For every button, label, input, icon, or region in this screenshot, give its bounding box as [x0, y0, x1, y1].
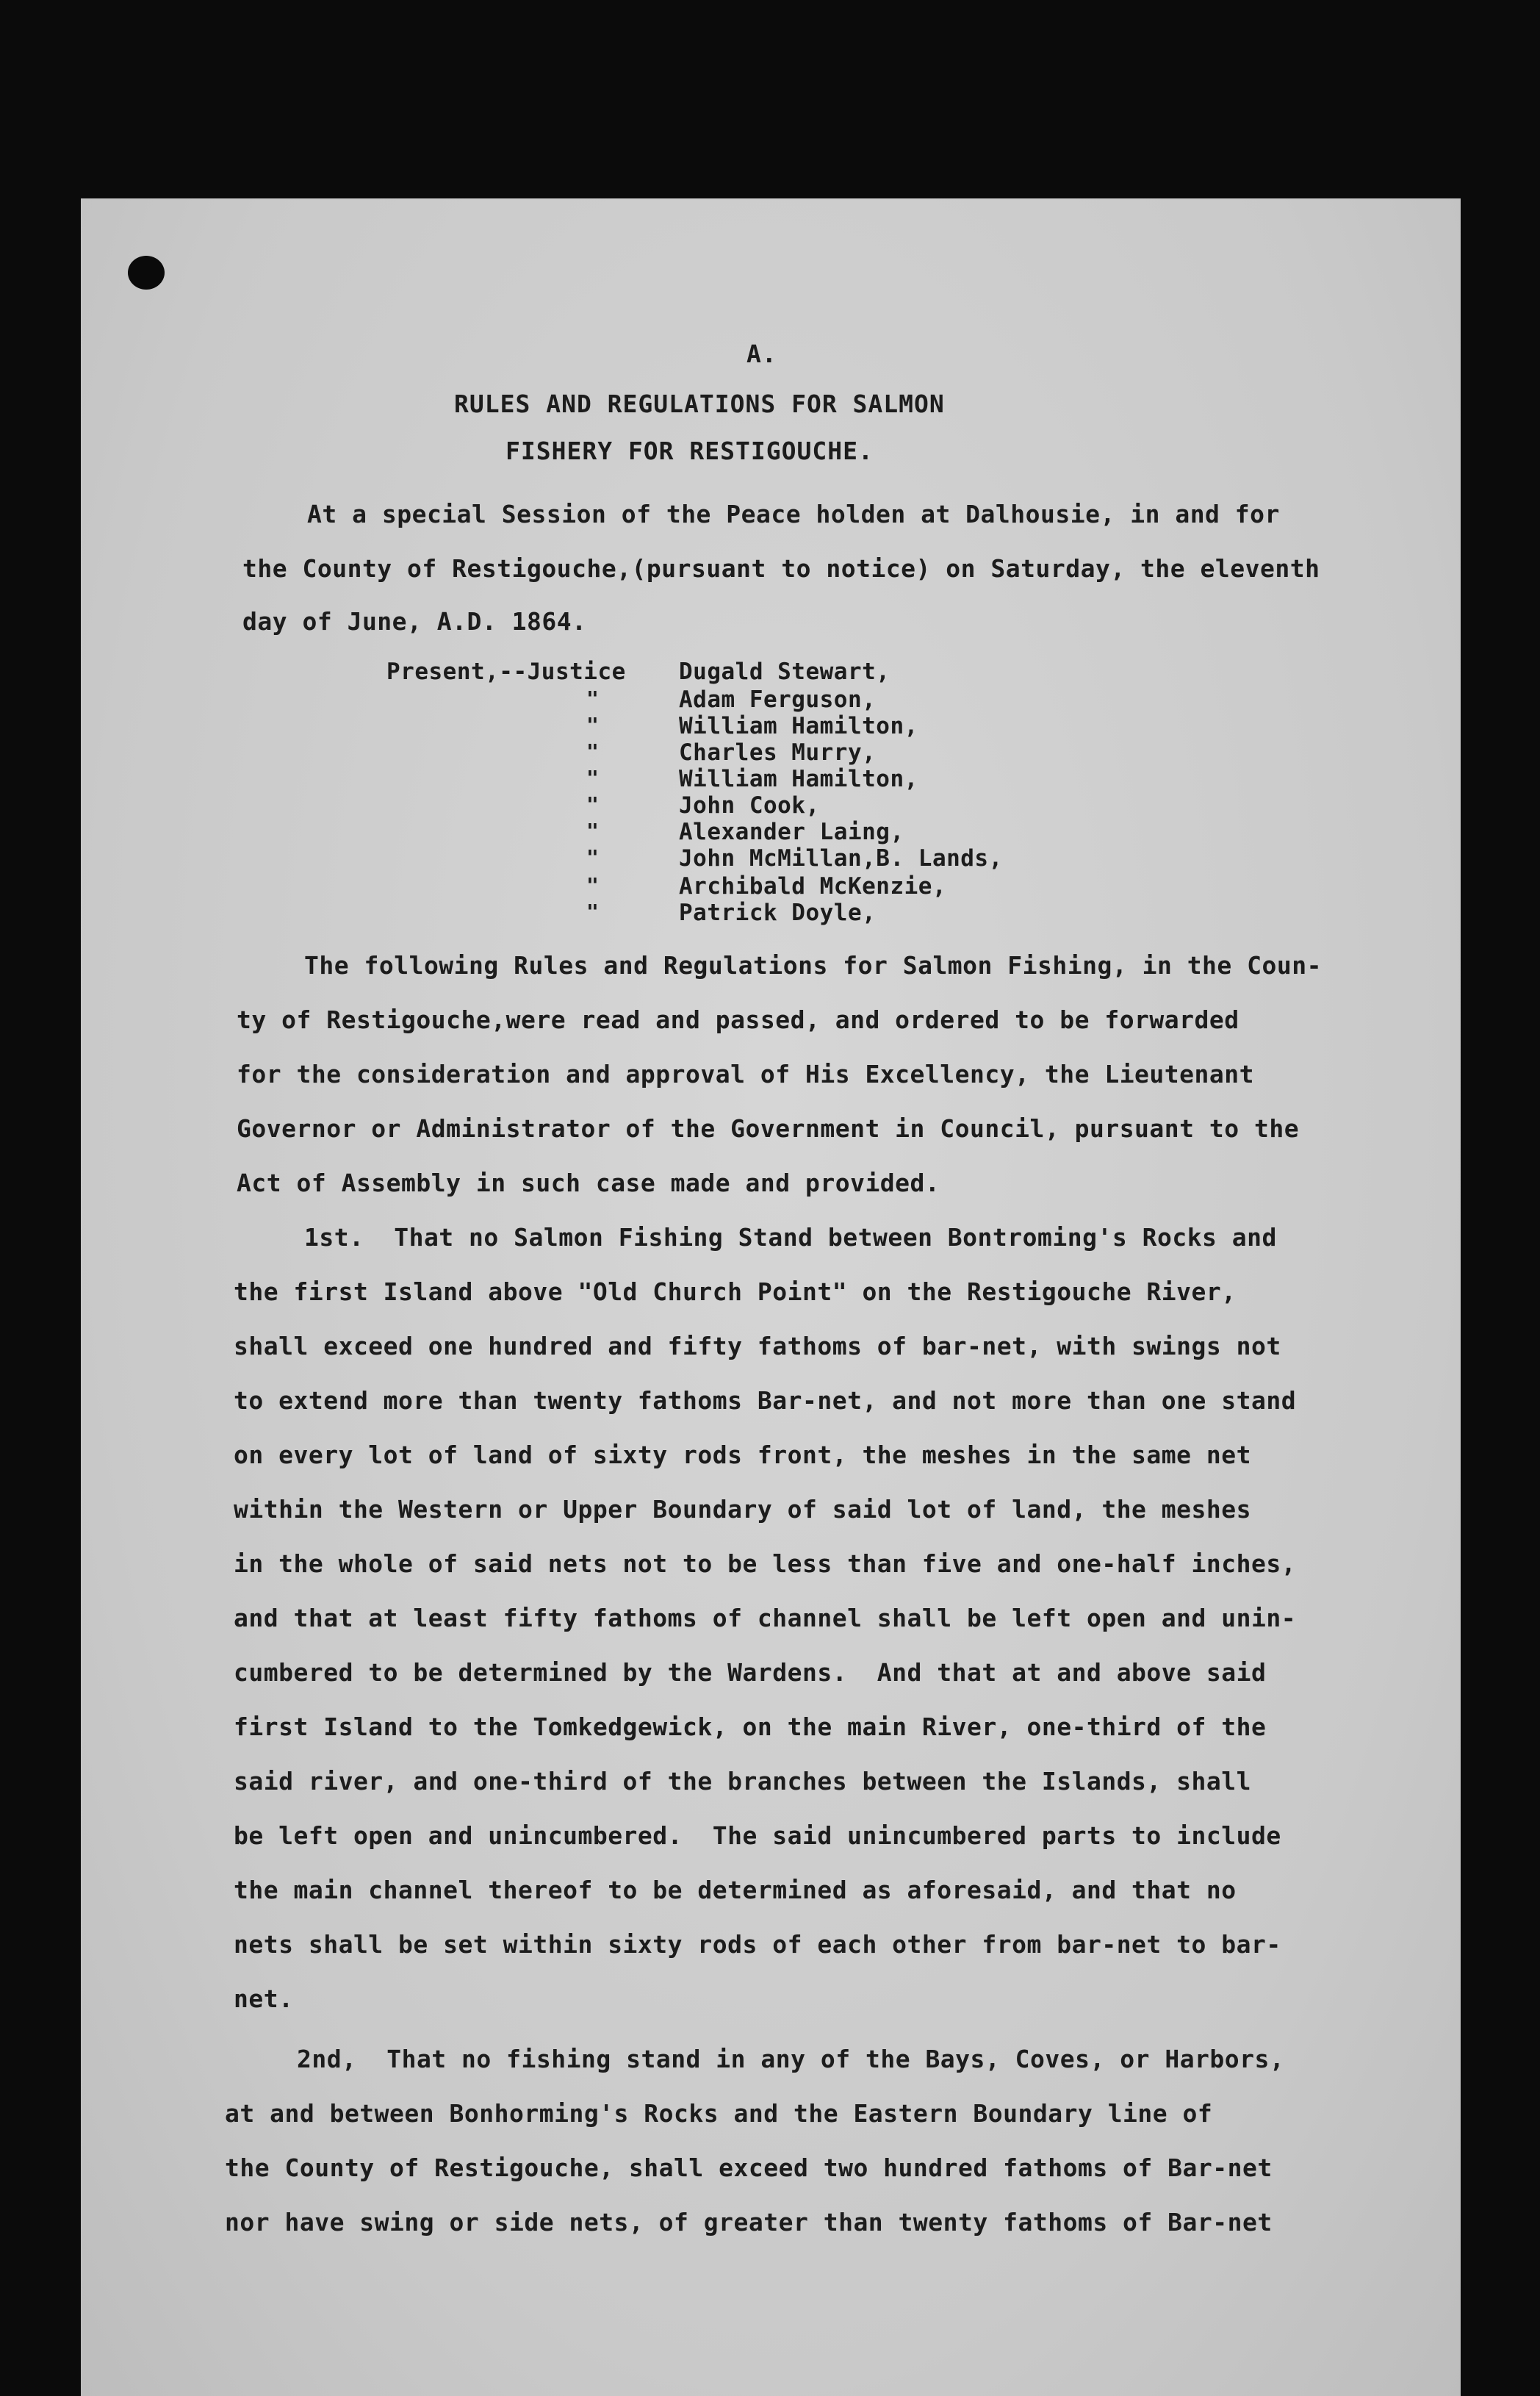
justice-name: Dugald Stewart,	[679, 659, 890, 685]
justice-name: Adam Ferguson,	[679, 686, 877, 713]
paragraph-line: Act of Assembly in such case made and provided.	[237, 1169, 940, 1197]
paragraph-line: the County of Restigouche, shall exceed two hundred fathoms of Bar-net	[225, 2153, 1273, 2182]
ditto-mark: "	[586, 845, 600, 869]
paragraph-line: for the consideration and approval of His Excellency, the Lieutenant	[237, 1060, 1255, 1088]
ditto-mark: "	[586, 686, 600, 711]
paragraph-line: within the Western or Upper Boundary of said lot of land, the meshes	[234, 1495, 1252, 1524]
justice-name: William Hamilton,	[679, 766, 918, 792]
paragraph-line: and that at least fifty fathoms of channel shall be left open and unin-	[234, 1604, 1297, 1632]
paragraph-line: said river, and one-third of the branches between the Islands, shall	[234, 1767, 1252, 1796]
paragraph-line: be left open and unincumbered. The said unincumbered parts to include	[234, 1821, 1281, 1850]
title-line-2: FISHERY FOR RESTIGOUCHE.	[505, 437, 874, 465]
intro-line-2: the County of Restigouche,(pursuant to notice) on Saturday, the eleventh	[242, 554, 1320, 583]
ditto-mark: "	[586, 739, 600, 764]
ditto-mark: "	[586, 792, 600, 817]
section-letter: A.	[746, 340, 777, 368]
paragraph-line: 1st. That no Salmon Fishing Stand between Bontroming's Rocks and	[304, 1223, 1277, 1252]
justice-name: John McMillan,B. Lands,	[679, 845, 1003, 872]
paragraph-line: net.	[234, 1984, 294, 2013]
paragraph-line: the main channel thereof to be determined as aforesaid, and that no	[234, 1876, 1237, 1904]
justice-name: Patrick Doyle,	[679, 900, 877, 926]
paragraph-line: nets shall be set within sixty rods of each other from bar-net to bar-	[234, 1930, 1281, 1959]
justice-name: William Hamilton,	[679, 713, 918, 739]
justice-name: Alexander Laing,	[679, 819, 904, 845]
justice-name: John Cook,	[679, 792, 820, 819]
paragraph-line: Governor or Administrator of the Government in Council, pursuant to the	[237, 1114, 1300, 1143]
intro-line-3: day of June, A.D. 1864.	[242, 607, 587, 636]
ditto-mark: "	[586, 766, 600, 790]
ditto-mark: "	[586, 873, 600, 897]
paragraph-line: nor have swing or side nets, of greater than twenty fathoms of Bar-net	[225, 2208, 1273, 2237]
ditto-mark: "	[586, 819, 600, 843]
paragraph-line: shall exceed one hundred and fifty fathoms of bar-net, with swings not	[234, 1332, 1281, 1360]
justice-name: Charles Murry,	[679, 739, 877, 766]
paragraph-line: cumbered to be determined by the Wardens. And that at and above said	[234, 1658, 1267, 1687]
paragraph-line: at and between Bonhorming's Rocks and the Eastern Boundary line of	[225, 2099, 1213, 2128]
title-line-1: RULES AND REGULATIONS FOR SALMON	[454, 390, 945, 418]
paragraph-line: in the whole of said nets not to be less than five and one-half inches,	[234, 1549, 1297, 1578]
paragraph-line: ty of Restigouche,were read and passed, and ordered to be forwarded	[237, 1005, 1239, 1034]
justice-name: Archibald McKenzie,	[679, 873, 947, 900]
ditto-mark: "	[586, 713, 600, 737]
ditto-mark: "	[586, 900, 600, 924]
present-label: Present,--Justice	[386, 659, 626, 685]
paragraph-line: The following Rules and Regulations for Salmon Fishing, in the Coun-	[304, 951, 1323, 980]
paragraph-line: first Island to the Tomkedgewick, on the main River, one-third of the	[234, 1712, 1267, 1741]
paragraph-line: the first Island above "Old Church Point" on the Restigouche River,	[234, 1277, 1237, 1306]
intro-line-1: At a special Session of the Peace holden at Dalhousie, in and for	[307, 500, 1280, 528]
paragraph-line: on every lot of land of sixty rods front, the meshes in the same net	[234, 1441, 1252, 1469]
paragraph-line: to extend more than twenty fathoms Bar-net, and not more than one stand	[234, 1386, 1297, 1415]
paragraph-line: 2nd, That no fishing stand in any of the Bays, Coves, or Harbors,	[297, 2045, 1285, 2073]
